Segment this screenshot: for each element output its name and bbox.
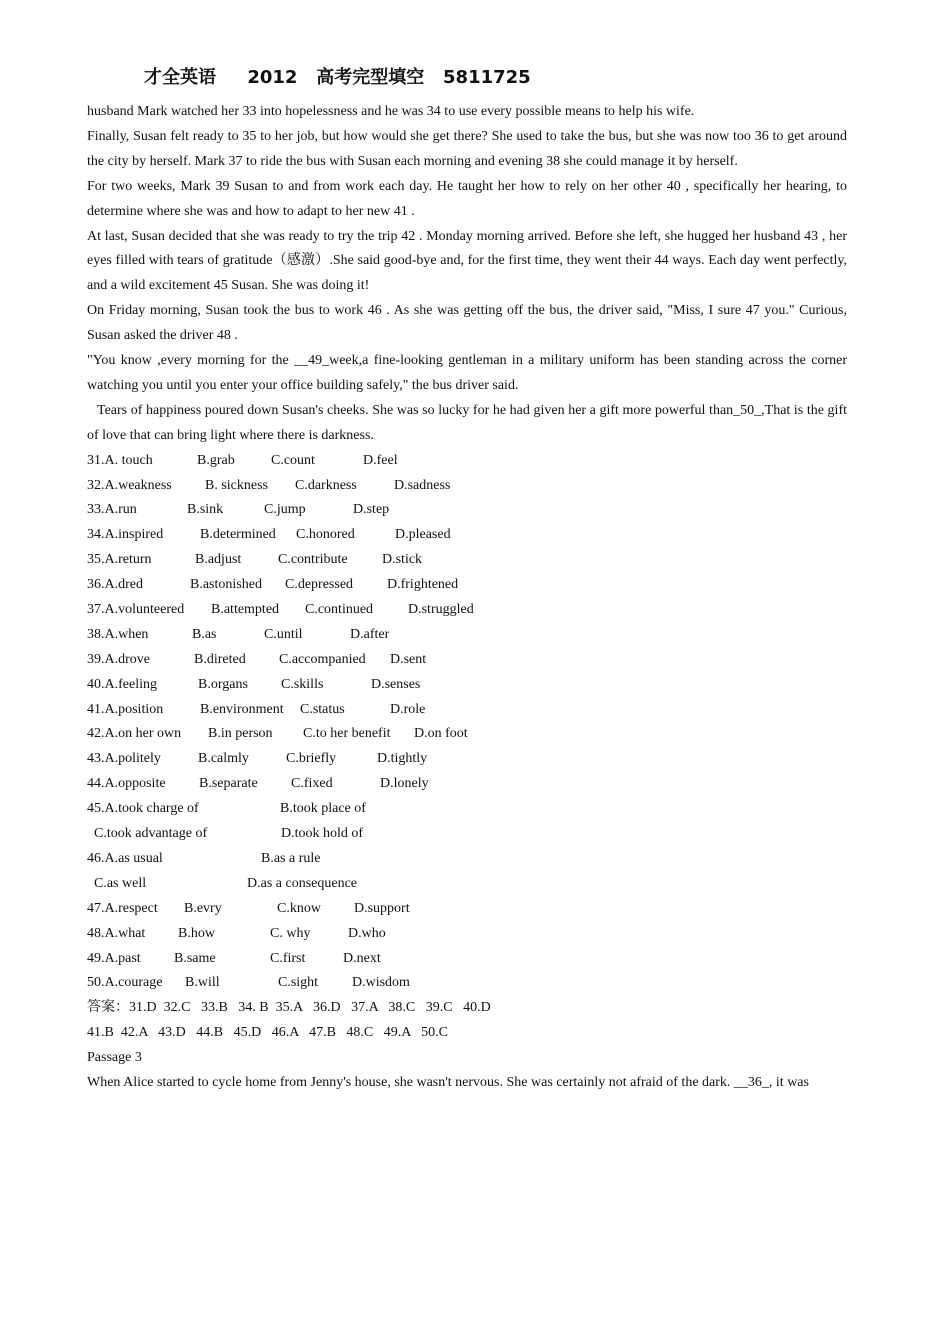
option-row-35 [87,548,847,573]
option-c: C.to her benefit [303,726,391,742]
option-a: 49.A.past [87,950,141,966]
option-c: C.jump [264,502,306,518]
option-a: 47.A.respect [87,900,158,916]
option-row-44 [87,772,847,797]
option-row-46b [87,872,847,897]
option-row-46a [87,847,847,872]
option-d: D.senses [371,676,421,692]
option-d: D.stick [382,552,423,568]
option-a: 36.A.dred [87,577,143,593]
option-c: C.status [300,701,345,717]
option-d: D.frightened [387,577,459,593]
option-b: B.environment [200,701,284,717]
option-d: D.pleased [395,527,451,543]
page-title: 才全英语 2012 高考完型填空 5811725 [144,67,531,88]
passage3-heading: Passage 3 [87,1050,142,1066]
option-d: D.sent [390,651,427,667]
option-c: C.briefly [286,751,337,767]
option-c: C.depressed [285,577,354,593]
option-a: 41.A.position [87,701,164,717]
option-row-36 [87,573,847,598]
option-d: D.tightly [377,751,428,767]
option-row-43 [87,747,847,772]
passage-paragraph-1: husband Mark watched her 33 into hopelessness and he was 34 to use every possible means to help his wife. [87,104,695,119]
option-b: B.determined [200,527,276,543]
option-row-45a [87,797,847,822]
option-d: D.took hold of [281,826,364,842]
option-a: 44.A.opposite [87,776,166,792]
document-page [87,64,847,1096]
option-c: C.continued [305,602,374,618]
option-d: D.next [343,950,381,966]
option-row-31 [87,449,847,474]
option-b: B.same [174,950,216,966]
passage-paragraph-4: At last, Susan decided that she was ready to try the trip 42 . Monday morning arrived. Before she left, she hugged her husband 43 , her eyes filled with tears of gratitude（感激）.She said good-bye and, for the first time, they went their 44 ways. Each day went perfectly, and a wild excitement 45 Susan. She was doing it! [87,228,847,294]
option-d: D.struggled [408,602,474,618]
option-d: D.lonely [380,776,429,792]
answer-key-line-2: 41.B 42.A 43.D 44.B 45.D 46.A 47.B 48.C 49.A 50.C [87,1025,448,1041]
option-b: B.as a rule [261,850,321,866]
option-row-32 [87,474,847,499]
option-c: C.skills [281,676,324,692]
options-list [87,449,847,997]
option-c: C.as well [94,875,147,891]
passage-paragraph-2: Finally, Susan felt ready to 35 to her job, but how would she get there? She used to take the bus, but she was now too 36 to get around the city by herself. Mark 37 to ride the bus with Susan each morning and evening 38 she could manage it by herself. [87,128,847,169]
option-b: B.will [185,975,220,991]
option-b: B.grab [197,452,235,468]
option-row-41 [87,698,847,723]
passage-paragraph-7: Tears of happiness poured down Susan's cheeks. She was so lucky for he had given her a gift more powerful than_50_,That is the gift of love that can bring light where there is darkness. [87,402,847,443]
option-a: 32.A.weakness [87,477,172,493]
option-d: D.wisdom [352,975,410,991]
passage3-paragraph-1: When Alice started to cycle home from Jenny's house, she wasn't nervous. She was certainly not afraid of the dark. __36_, it was [87,1075,809,1090]
option-b: B.direted [194,651,246,667]
option-row-33 [87,498,847,523]
option-b: B.how [178,925,215,941]
option-d: D.sadness [394,477,451,493]
option-b: B. sickness [205,477,268,493]
option-c: C. why [270,925,311,941]
option-b: B.evry [184,900,222,916]
option-a: 33.A.run [87,502,137,518]
passage-paragraph-3: For two weeks, Mark 39 Susan to and from work each day. He taught her how to rely on her other 40 , specifically her hearing, to determine where she was and how to adapt to her new 41 . [87,178,847,219]
passage-paragraph-5: On Friday morning, Susan took the bus to work 46 . As she was getting off the bus, the driver said, "Miss, I sure 47 you." Curious, Susan asked the driver 48 . [87,303,847,344]
option-row-34 [87,523,847,548]
option-b: B.sink [187,502,224,518]
answer-key-line-1: 答案：31.D 32.C 33.B 34. B 35.A 36.D 37.A 38.C 39.C 40.D [87,1000,491,1016]
option-a: 38.A.when [87,626,149,642]
option-d: D.after [350,626,390,642]
option-row-47 [87,897,847,922]
option-c: C.count [271,452,315,468]
option-a: 43.A.politely [87,751,161,767]
option-b: B.in person [208,726,273,742]
option-d: D.on foot [414,726,468,742]
option-a: 37.A.volunteered [87,602,185,618]
option-b: B.as [192,626,217,642]
option-d: D.who [348,925,386,941]
option-row-50 [87,971,847,996]
option-a: 50.A.courage [87,975,163,991]
option-b: B.attempted [211,602,280,618]
option-a: 48.A.what [87,925,146,941]
option-c: C.accompanied [279,651,366,667]
option-c: C.darkness [295,477,357,493]
option-c: C.know [277,900,321,916]
option-c: C.contribute [278,552,348,568]
option-b: B.organs [198,676,248,692]
option-row-40 [87,673,847,698]
option-row-48 [87,922,847,947]
option-row-37 [87,598,847,623]
option-b: B.astonished [190,577,262,593]
option-d: D.role [390,701,426,717]
option-a: 40.A.feeling [87,676,157,692]
option-a: 45.A.took charge of [87,801,199,817]
option-a: 34.A.inspired [87,527,164,543]
option-c: C.honored [296,527,355,543]
option-row-38 [87,623,847,648]
option-row-49 [87,947,847,972]
option-a: 46.A.as usual [87,850,163,866]
option-c: C.fixed [291,776,333,792]
option-row-39 [87,648,847,673]
option-b: B.calmly [198,751,249,767]
option-b: B.separate [199,776,258,792]
option-d: D.as a consequence [247,875,358,891]
option-row-42 [87,722,847,747]
option-b: B.took place of [280,801,366,817]
option-row-45b [87,822,847,847]
option-a: 39.A.drove [87,651,150,667]
option-d: D.support [354,900,410,916]
option-a: 42.A.on her own [87,726,182,742]
option-d: D.step [353,502,390,518]
option-a: 31.A. touch [87,452,153,468]
option-a: 35.A.return [87,552,152,568]
option-c: C.first [270,950,306,966]
option-c: C.took advantage of [94,826,208,842]
option-c: C.until [264,626,303,642]
passage-paragraph-6: "You know ,every morning for the __49_week,a fine-looking gentleman in a military uniform has been standing across the corner watching you until you enter your office building safely," the bus driver said. [87,353,847,393]
option-c: C.sight [278,975,319,991]
option-d: D.feel [363,452,398,468]
option-b: B.adjust [195,552,242,568]
